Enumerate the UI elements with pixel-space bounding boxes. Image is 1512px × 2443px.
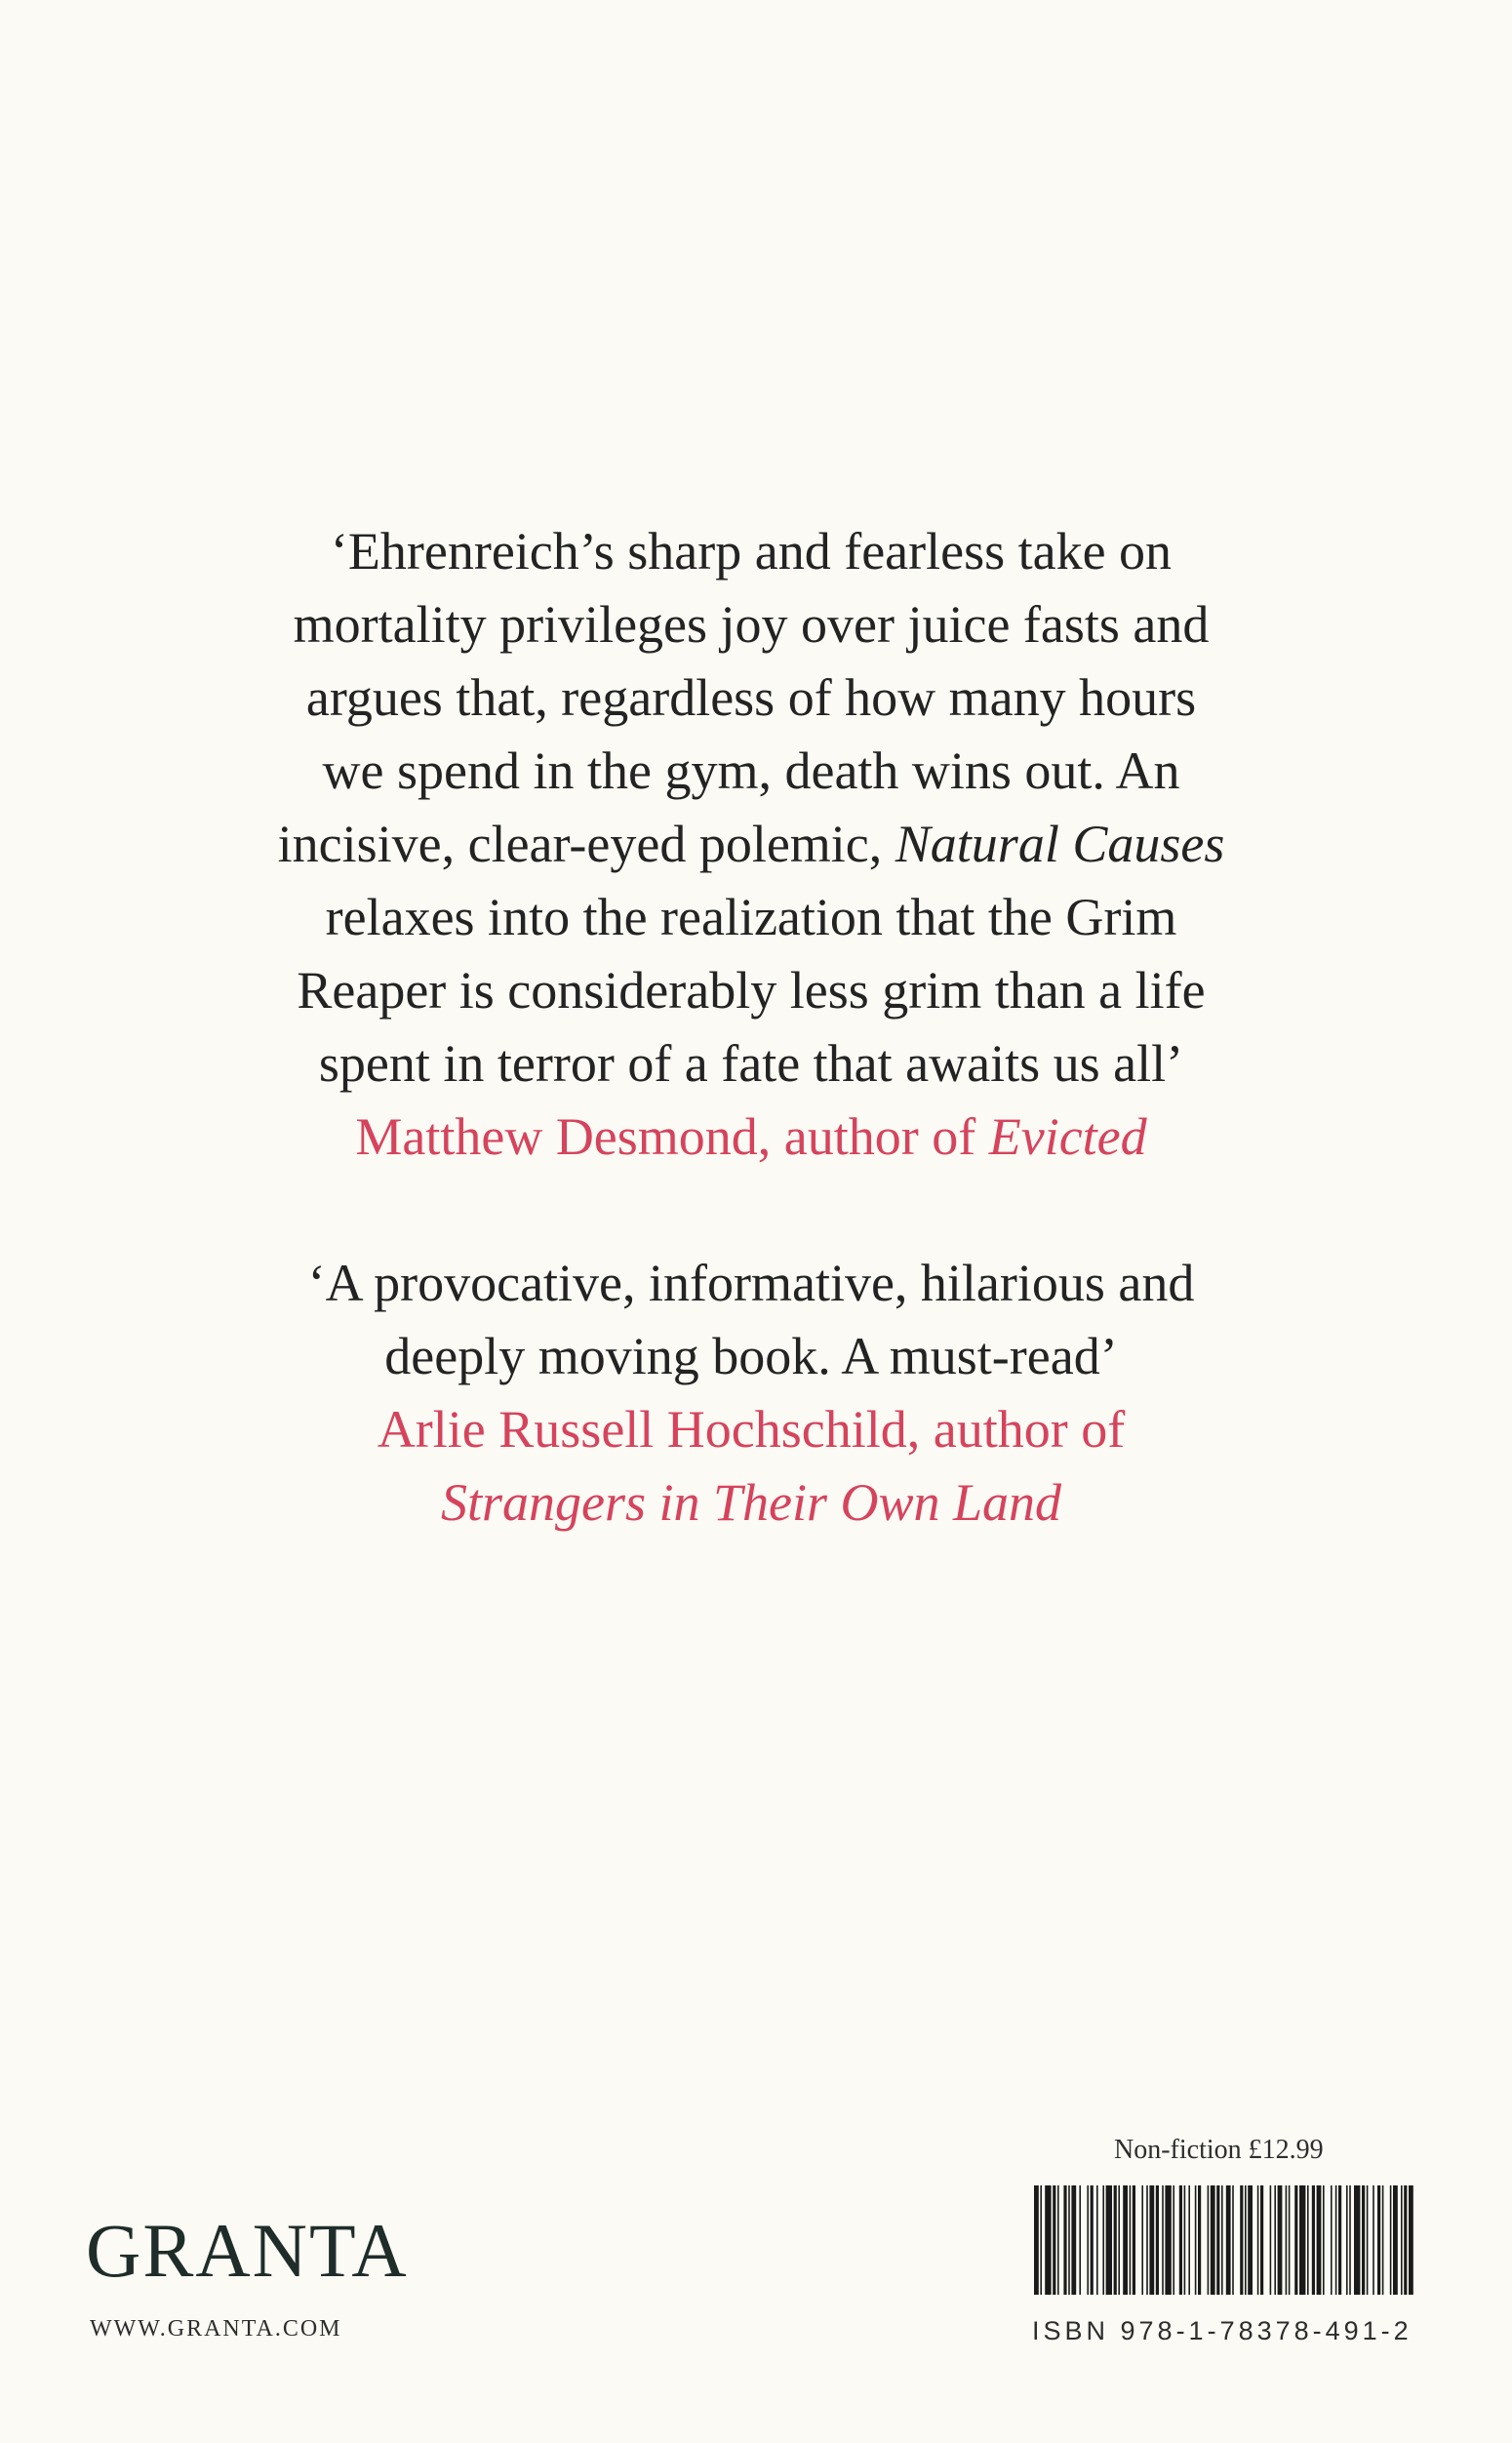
quote-line: ‘A provocative, informative, hilarious and (307, 1254, 1195, 1312)
quote-line: mortality privileges joy over juice fasts and (293, 595, 1210, 654)
attribution-book-title: Strangers in Their Own Land (440, 1473, 1062, 1532)
quote-text: incisive, clear-eyed polemic, (277, 815, 895, 873)
quote-line: ‘Ehrenreich’s sharp and fearless take on (330, 522, 1173, 581)
publisher-logo: GRANTA (86, 2208, 409, 2293)
quote-line: Reaper is considerably less grim than a life (297, 961, 1206, 1020)
price-label: Non-fiction £12.99 (1114, 2135, 1324, 2165)
book-title-italic: Natural Causes (895, 815, 1225, 873)
quote-line: deeply moving book. A must-read’ (384, 1327, 1118, 1385)
barcode-icon (1032, 2185, 1416, 2295)
quote-attribution: Arlie Russell Hochschild, author of (377, 1400, 1126, 1459)
quote-line: spent in terror of a fate that awaits us all’ (318, 1034, 1184, 1093)
blurb-quote-1 (234, 515, 1268, 1174)
isbn-number: ISBN 978-1-78378-491-2 (1032, 2316, 1413, 2345)
attribution-book-title: Evicted (988, 1107, 1147, 1166)
blurb-quote-2 (234, 1247, 1268, 1540)
publisher-url: WWW.GRANTA.COM (90, 2316, 342, 2342)
quote-attribution (234, 1101, 1268, 1174)
quote-line: relaxes into the realization that the Grim (325, 888, 1177, 946)
attribution-text: Matthew Desmond, author of (355, 1107, 989, 1166)
quote-line: we spend in the gym, death wins out. An (322, 741, 1180, 800)
quote-line (234, 808, 1268, 881)
quote-line: argues that, regardless of how many hours (305, 668, 1197, 727)
